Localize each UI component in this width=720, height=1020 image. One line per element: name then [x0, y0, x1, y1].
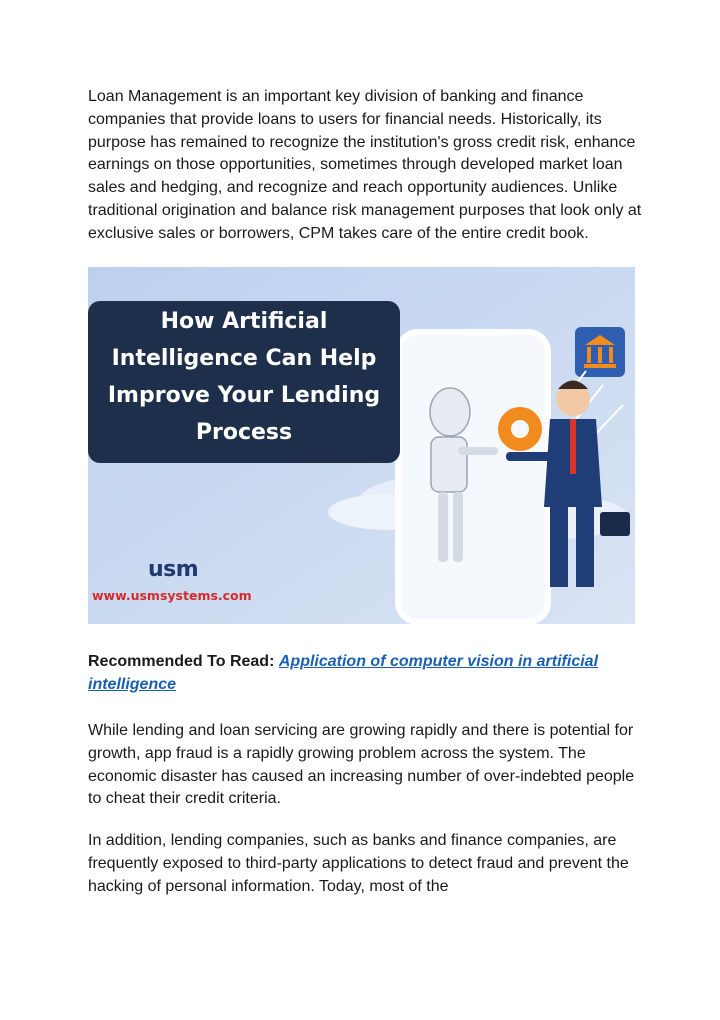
banner-title-line: How Artificial: [160, 309, 328, 334]
recommended-read: [88, 651, 648, 697]
phone-illustration: [398, 332, 548, 622]
banner-title-line: Process: [195, 420, 293, 445]
bank-icon: [575, 327, 625, 377]
banner-url: www.usmsystems.com: [92, 588, 252, 603]
recommended-link[interactable]: Application of computer vision in artificial intelligence: [88, 653, 599, 693]
body-paragraph: In addition, lending companies, such as banks and finance companies, are frequently exposed to third-party applications to detect fraud and prevent the hacking of personal information. Today, most of the: [88, 832, 629, 895]
intro-paragraph: Loan Management is an important key division of banking and finance companies that provide loans to users for financial needs. Historically, its purpose has remained to recognize the institution's gross credit risk, enhance earnings on those opportunities, sometimes through developed market loan sales and hedging, and recognize and reach opportunity audiences. Unlike traditional origination and balance risk management purposes that look only at exclusive sales or borrowers, CPM takes care of the entire credit book.: [88, 88, 642, 242]
banner-title-line: Improve Your Lending: [107, 383, 381, 408]
banner-title: [88, 303, 400, 451]
usm-logo: usm: [148, 557, 199, 582]
body-paragraph: While lending and loan servicing are growing rapidly and there is potential for growth, app fraud is a rapidly growing problem across the system. The economic disaster has caused an increasing number of over-indebted people to cheat their credit criteria.: [88, 722, 635, 808]
article-banner-image: [88, 267, 635, 624]
recommended-label: Recommended To Read:: [88, 653, 275, 670]
banner-title-line: Intelligence Can Help: [111, 346, 377, 371]
